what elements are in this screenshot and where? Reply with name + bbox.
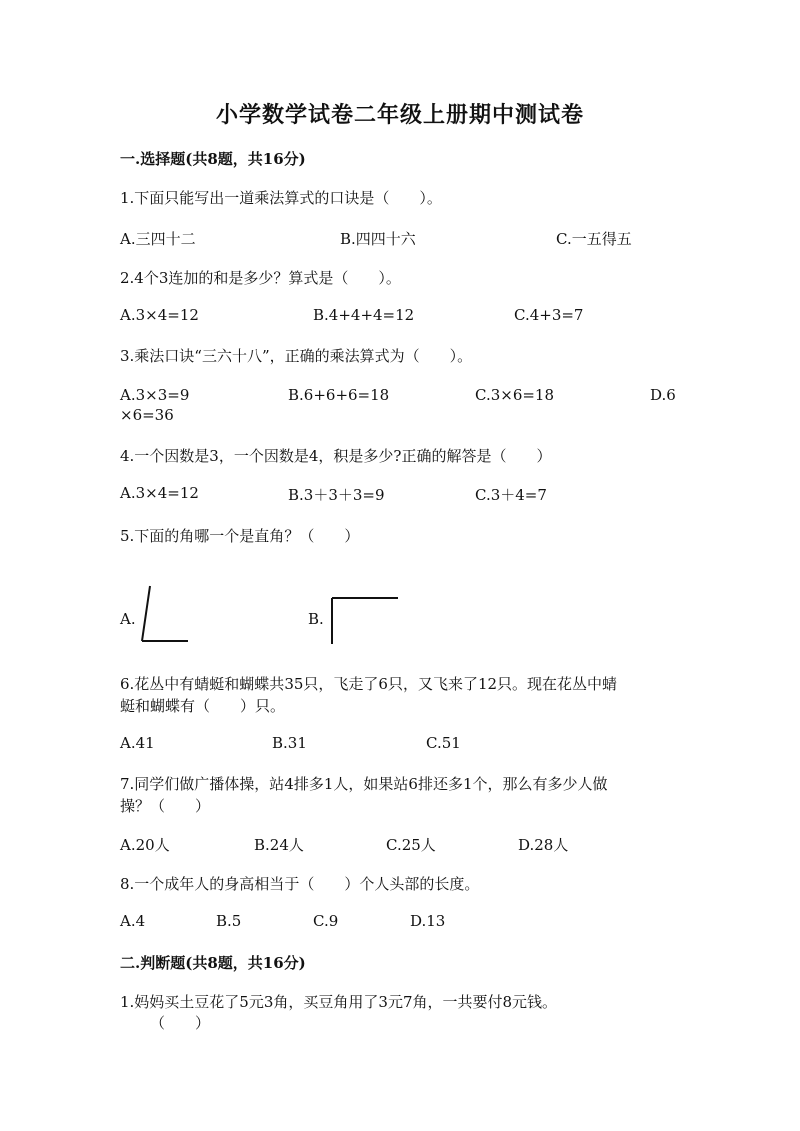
q4-option-b: B.3＋3＋3=9 (288, 486, 385, 504)
q8-option-d: D.13 (410, 912, 446, 930)
q2-option-b: B.4+4+4=12 (313, 306, 415, 324)
section-heading-choice: 一.选择题(共8题，共16分) (120, 150, 306, 168)
page-title: 小学数学试卷二年级上册期中测试卷 (215, 102, 584, 128)
q1-option-c: C.一五得五 (556, 230, 632, 248)
q7-option-d: D.28人 (518, 836, 569, 854)
q4-option-a: A.3×4=12 (120, 484, 199, 502)
q5-option-b: B. (308, 610, 324, 628)
q7-option-a: A.20人 (120, 836, 170, 854)
q7-option-c: C.25人 (386, 836, 436, 854)
q7-option-b: B.24人 (254, 836, 304, 854)
question-7-line-1: 7.同学们做广播体操，站4排多1人，如果站6排还多1个，那么有多少人做 (120, 775, 608, 793)
judgment-1-answer-blank: （ ） (150, 1014, 211, 1032)
q3-option-a: A.3×3=9 (120, 386, 190, 404)
acute-angle-figure (140, 584, 192, 646)
q6-option-c: C.51 (426, 734, 461, 752)
q3-option-d-continued: ×6=36 (120, 406, 174, 424)
q5-option-a: A. (120, 610, 136, 628)
section-heading-judgment: 二.判断题(共8题，共16分) (120, 954, 306, 972)
q4-option-c: C.3＋4=7 (475, 486, 547, 504)
q2-option-a: A.3×4=12 (120, 306, 199, 324)
q8-option-b: B.5 (216, 912, 242, 930)
q8-option-a: A.4 (120, 912, 146, 930)
right-angle-figure (330, 596, 400, 646)
question-5: 5.下面的角哪一个是直角？（ ） (120, 527, 360, 545)
question-7-line-2: 操？（ ） (120, 797, 211, 815)
q3-option-c: C.3×6=18 (475, 386, 555, 404)
q1-option-b: B.四四十六 (340, 230, 416, 248)
q2-option-c: C.4+3=7 (514, 306, 584, 324)
q1-option-a: A.三四十二 (120, 230, 196, 248)
question-4: 4.一个因数是3，一个因数是4，积是多少?正确的解答是（ ） (120, 447, 552, 465)
q3-option-d: D.6 (650, 386, 676, 404)
question-3: 3.乘法口诀“三六十八”，正确的乘法算式为（ ）。 (120, 347, 473, 365)
question-6-line-2: 蜓和蝴蝶有（ ）只。 (120, 697, 286, 715)
question-1: 1.下面只能写出一道乘法算式的口诀是（ ）。 (120, 189, 442, 207)
q3-option-b: B.6+6+6=18 (288, 386, 390, 404)
q8-option-c: C.9 (313, 912, 339, 930)
question-6-line-1: 6.花丛中有蜻蜓和蝴蝶共35只，飞走了6只，又飞来了12只。现在花丛中蜻 (120, 675, 618, 693)
q6-option-a: A.41 (120, 734, 155, 752)
question-2: 2.4个3连加的和是多少？算式是（ ）。 (120, 269, 401, 287)
q6-option-b: B.31 (272, 734, 307, 752)
question-8: 8.一个成年人的身高相当于（ ）个人头部的长度。 (120, 875, 480, 893)
judgment-question-1: 1.妈妈买土豆花了5元3角，买豆角用了3元7角，一共要付8元钱。 (120, 993, 558, 1011)
